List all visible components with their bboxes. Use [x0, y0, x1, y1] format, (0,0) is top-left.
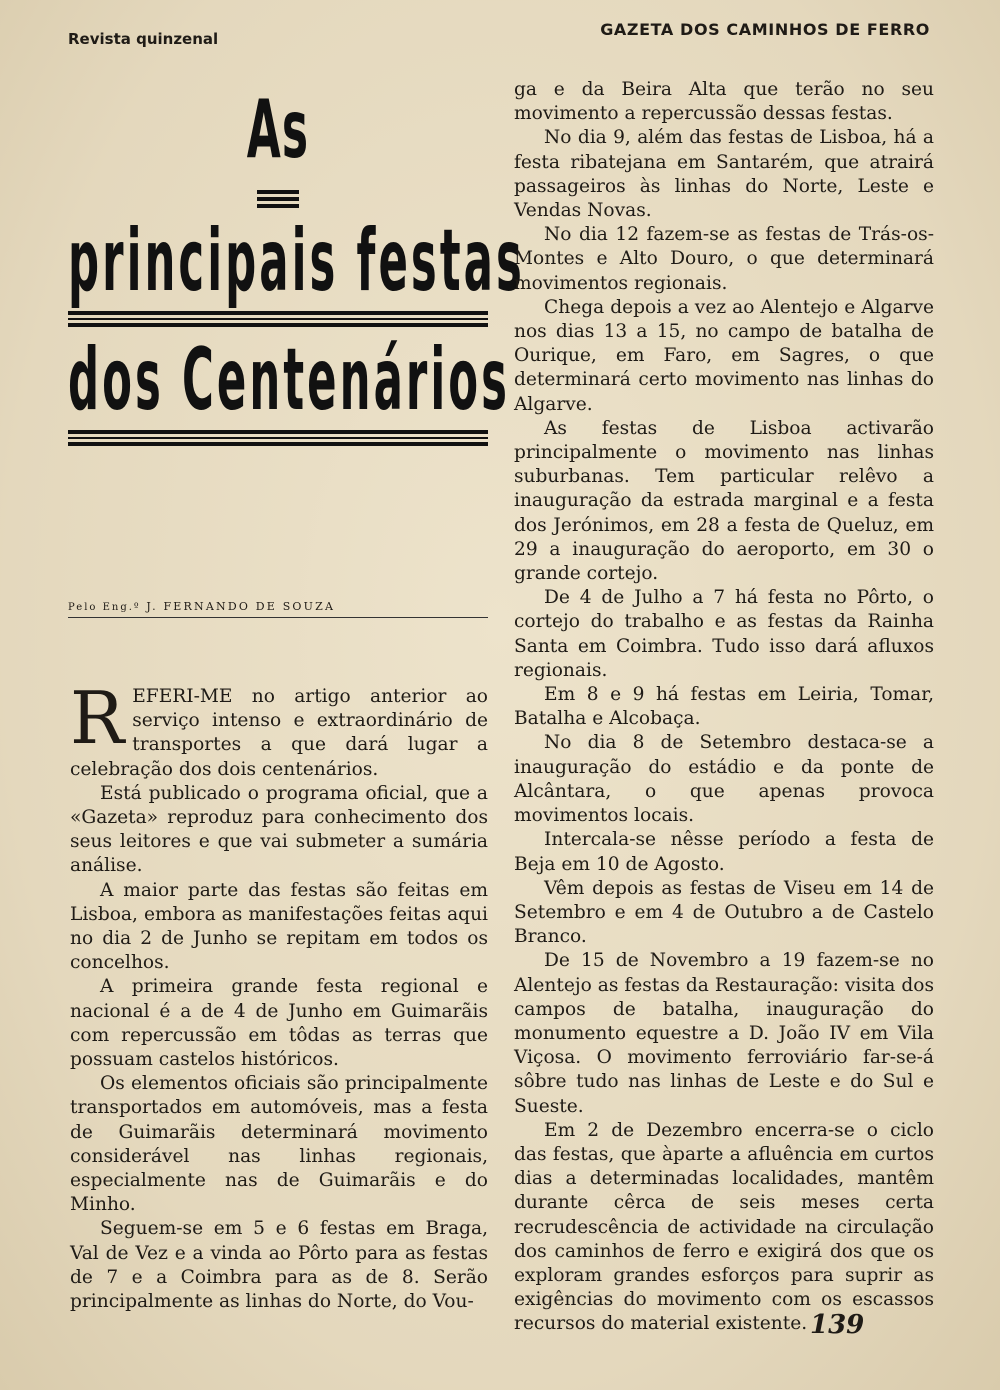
article-column-left — [70, 676, 488, 1314]
article-paragraph: A maior parte das festas são feitas em Lisboa, embora as manifestações feitas aqui no dia 2 de Junho se repitam em todos os concelhos. — [70, 879, 488, 974]
article-paragraph: Chega depois a vez ao Alentejo e Algarve nos dias 13 a 15, no campo de batalha de Ourique, em Faro, em Sagres, o que determinará certo movimento nas linhas do Algarve. — [514, 296, 934, 415]
title-divider-rules-1 — [68, 311, 488, 327]
article-paragraph: No dia 8 de Setembro destaca-se a inauguração do estádio e da ponte de Alcântara, o que apenas provoca movimentos locais. — [514, 732, 934, 827]
title-line-as: As — [246, 83, 310, 176]
article-paragraph: De 15 de Novembro a 19 fazem-se no Alentejo as festas da Restauração: visita dos campos de batalha, inauguração do monumento equestre a D. João IV em Vila Viçosa. O movimento ferroviário far-se-á sôbre tudo nas linhas de Leste e do Sul e Sueste. — [514, 950, 934, 1117]
header-publication-frequency: Revista quinzenal — [68, 30, 219, 48]
article-paragraph: Está publicado o programa oficial, que a «Gazeta» reproduz para conhecimento dos seus leitores e que vai submeter a sumária análise. — [70, 782, 488, 877]
article-paragraph — [70, 676, 488, 782]
article-paragraph: As festas de Lisboa activarão principalmente o movimento nas linhas suburbanas. Tem particular relêvo a inauguração da estrada marginal e a festa dos Jerónimos, em 28 a festa de Queluz, em 29 a inauguração do aeroporto, em 30 o grande cortejo. — [514, 417, 934, 585]
page-number: 139 — [810, 1310, 865, 1340]
article-paragraph: Intercala-se nêsse período a festa de Beja em 10 de Agosto. — [514, 829, 934, 875]
article-paragraph: Seguem-se em 5 e 6 festas em Braga, Val de Vez e a vinda ao Pôrto para as festas de 7 e a Coimbra para as de 8. Serão principalmente as linhas do Norte, do Vou- — [70, 1218, 488, 1313]
title-line-1: principais festas — [68, 211, 525, 311]
article-title-block — [68, 80, 525, 449]
article-paragraph: Em 2 de Dezembro encerra-se o ciclo das festas, que àparte a afluência em curtos dias a determinadas localidades, mantêm durante cêrca de seis meses certa recrudescência de actividade na circulação dos caminhos de ferro e exigirá dos que os exploram grandes esforços para suprir as exigências do movimento com os escassos recursos do material existente. — [514, 1119, 934, 1335]
article-dropcap: R — [70, 676, 125, 760]
title-divider-rules-2 — [68, 430, 488, 446]
article-paragraph: De 4 de Julho a 7 há festa no Pôrto, o cortejo do trabalho e as festas da Rainha Santa em Coimbra. Tudo isso dará afluxos regionais. — [514, 587, 934, 681]
article-paragraph-continued: ga e da Beira Alta que terão no seu movimento a repercussão dessas festas. — [514, 79, 934, 125]
title-ornament-rules — [257, 190, 299, 208]
article-paragraph: Vêm depois as festas de Viseu em 14 de Setembro e em 4 de Outubro a de Castelo Branco. — [514, 877, 934, 948]
byline-prefix: Pelo Eng.º — [68, 602, 141, 613]
header-magazine-title: GAZETA DOS CAMINHOS DE FERRO — [600, 20, 930, 39]
title-line-2: dos Centenários — [68, 330, 511, 430]
article-paragraph: No dia 12 fazem-se as festas de Trás-os-Montes e Alto Douro, o que determinará movimentos regionais. — [514, 224, 934, 294]
article-paragraph: Os elementos oficiais são principalmente transportados em automóveis, mas a festa de Guimarãis determinará movimento considerável nas linhas regionais, especialmente nas de Guimarãis e do Minho. — [70, 1073, 488, 1216]
article-paragraph-text: EFERI-ME no artigo anterior ao serviço intenso e extraordinário de transportes a que dará lugar a celebração dos dois centenários. — [70, 686, 488, 780]
byline-author: J. FERNANDO DE SOUZA — [146, 600, 336, 613]
article-paragraph: No dia 9, além das festas de Lisboa, há a festa ribatejana em Santarém, que atrairá passageiros às linhas do Norte, Leste e Vendas Novas. — [514, 127, 934, 222]
article-byline — [68, 600, 488, 618]
article-paragraph: A primeira grande festa regional e nacional é a de 4 de Junho em Guimarãis com repercussão em tôdas as terras que possuam castelos históricos. — [70, 976, 488, 1071]
article-column-right — [514, 78, 934, 1337]
article-paragraph: Em 8 e 9 há festas em Leiria, Tomar, Batalha e Alcobaça. — [514, 684, 934, 730]
